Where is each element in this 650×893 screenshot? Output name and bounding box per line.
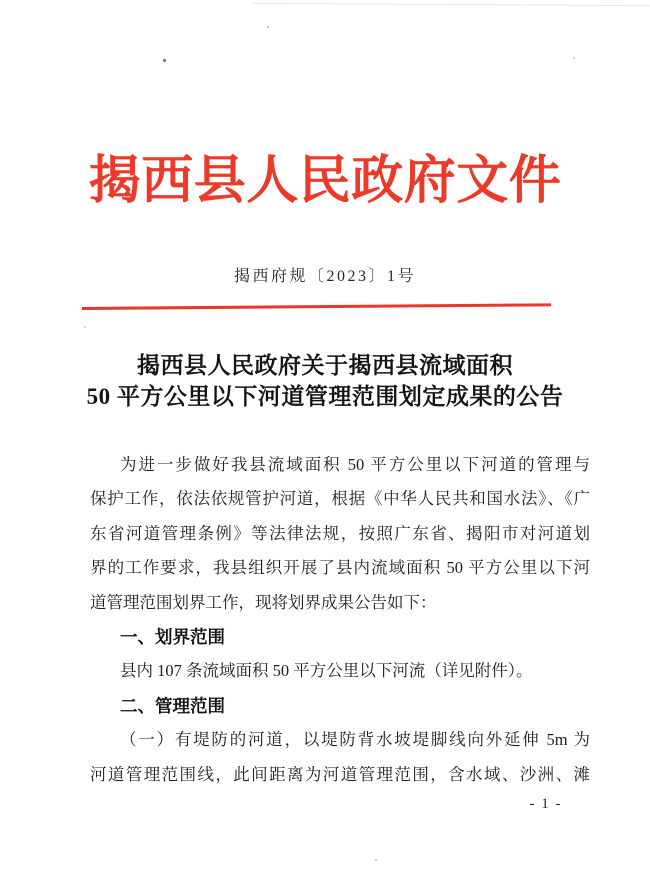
section-heading: 二、管理范围 bbox=[120, 695, 225, 716]
body-line: 东省河道管理条例》等法律法规，按照广东省、揭阳市对河道划 bbox=[90, 523, 590, 543]
body bbox=[90, 448, 590, 792]
body-line: 界的工作要求，我县组织开展了县内流域面积 50 平方公里以下河 bbox=[90, 558, 590, 578]
document-reference-number: 揭西府规〔2023〕1号 bbox=[233, 268, 416, 285]
scan-artifact-line bbox=[252, 3, 650, 6]
scan-speckle bbox=[163, 59, 166, 62]
document-title-line2: 50 平方公里以下河道管理范围划定成果的公告 bbox=[86, 384, 564, 409]
body-line: （一）有堤防的河道，以堤防背水坡堤脚线向外延伸 5m 为 bbox=[120, 730, 590, 750]
body-line: 县内 107 条流域面积 50 平方公里以下河流（详见附件）。 bbox=[120, 661, 533, 681]
body-line: 河道管理范围线，此间距离为河道管理范围，含水域、沙洲、滩 bbox=[90, 764, 590, 784]
body-line: 道管理范围划界工作，现将划界成果公告如下： bbox=[90, 592, 437, 612]
page-number: - 1 - bbox=[529, 796, 562, 812]
scan-speckle bbox=[375, 859, 377, 861]
scan-speckle bbox=[84, 326, 86, 328]
government-letterhead-title: 揭西县人民政府文件 bbox=[88, 153, 562, 210]
body-line: 为进一步做好我县流域面积 50 平方公里以下河道的管理与 bbox=[120, 455, 590, 474]
document-title-line1: 揭西县人民政府关于揭西县流域面积 bbox=[137, 353, 513, 378]
scan-speckle bbox=[267, 26, 269, 28]
section-heading: 一、划界范围 bbox=[120, 626, 225, 647]
scan-speckle bbox=[573, 57, 575, 59]
document-title bbox=[0, 350, 650, 412]
body-line: 保护工作，依法依规管护河道，根据《中华人民共和国水法》、《广 bbox=[90, 489, 590, 509]
red-divider-line bbox=[82, 303, 551, 310]
